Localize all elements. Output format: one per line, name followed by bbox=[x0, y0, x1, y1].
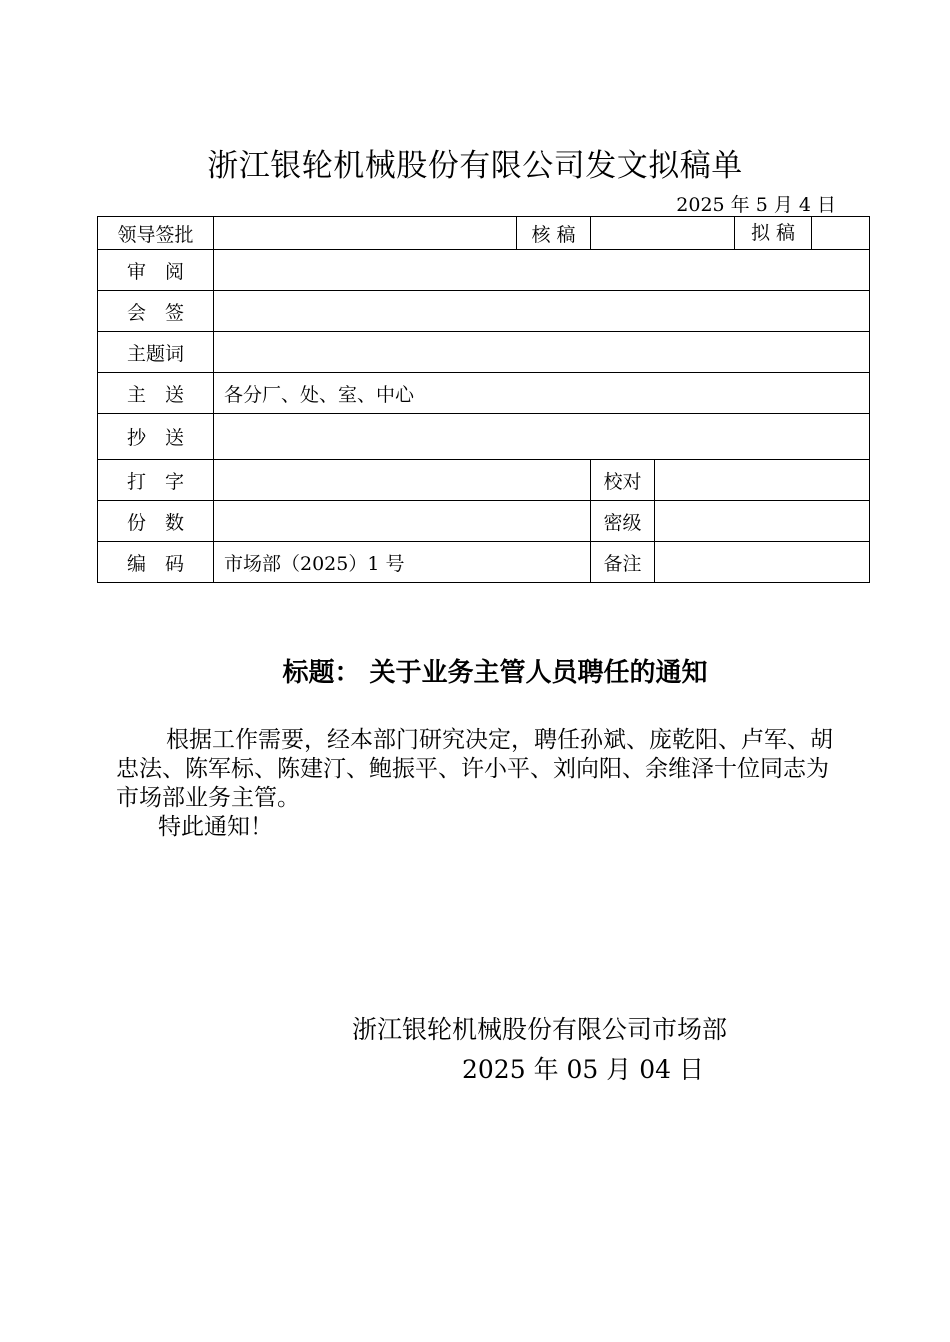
leader-approval-label: 领导签批 bbox=[98, 217, 214, 250]
form-row-keywords bbox=[98, 332, 870, 373]
review-field[interactable] bbox=[214, 250, 870, 291]
cc-label: 抄 送 bbox=[98, 414, 214, 460]
form-row-review bbox=[98, 250, 870, 291]
signature-date: 2025 年 05 月 04 日 bbox=[462, 1055, 704, 1084]
leader-approval-field[interactable] bbox=[214, 217, 517, 250]
notice-subject: 标题： 关于业务主管人员聘任的通知 bbox=[282, 658, 708, 688]
draft-form-table bbox=[97, 216, 870, 583]
draft-label: 拟 稿 bbox=[735, 217, 812, 249]
cc-field[interactable] bbox=[214, 414, 870, 460]
review-label: 审 阅 bbox=[98, 250, 214, 291]
remarks-field[interactable] bbox=[655, 542, 870, 583]
form-row-main-recipient bbox=[98, 373, 870, 414]
form-row-copies bbox=[98, 501, 870, 542]
security-field[interactable] bbox=[655, 501, 870, 542]
main-recipient-field[interactable]: 各分厂、处、室、中心 bbox=[214, 373, 870, 414]
main-recipient-label: 主 送 bbox=[98, 373, 214, 414]
proofread-label: 校对 bbox=[591, 460, 655, 501]
form-row-leader bbox=[98, 217, 870, 250]
keywords-label: 主题词 bbox=[98, 332, 214, 373]
code-field[interactable]: 市场部（2025）1 号 bbox=[214, 542, 591, 583]
notice-paragraph: 根据工作需要，经本部门研究决定，聘任孙斌、庞乾阳、卢军、胡忠法、陈军标、陈建汀、鲍振平、许小平、刘向阳、余维泽十位同志为市场部业务主管。 bbox=[116, 727, 833, 811]
code-label: 编 码 bbox=[98, 542, 214, 583]
form-row-typing bbox=[98, 460, 870, 501]
keywords-field[interactable] bbox=[214, 332, 870, 373]
notice-closing: 特此通知！ bbox=[158, 814, 273, 840]
proofread-field[interactable] bbox=[655, 460, 870, 501]
typing-label: 打 字 bbox=[98, 460, 214, 501]
copies-label: 份 数 bbox=[98, 501, 214, 542]
countersign-label: 会 签 bbox=[98, 291, 214, 332]
form-row-countersign bbox=[98, 291, 870, 332]
form-row-code bbox=[98, 542, 870, 583]
copies-field[interactable] bbox=[214, 501, 591, 542]
signature-organization: 浙江银轮机械股份有限公司市场部 bbox=[352, 1015, 728, 1044]
draft-cell bbox=[735, 217, 870, 250]
countersign-field[interactable] bbox=[214, 291, 870, 332]
verify-label: 核 稿 bbox=[517, 217, 591, 250]
security-label: 密级 bbox=[591, 501, 655, 542]
document-title: 浙江银轮机械股份有限公司发文拟稿单 bbox=[207, 148, 743, 184]
form-row-cc bbox=[98, 414, 870, 460]
notice-body bbox=[116, 726, 840, 842]
document-date: 2025 年 5 月 4 日 bbox=[676, 194, 836, 216]
typing-field[interactable] bbox=[214, 460, 591, 501]
verify-field[interactable] bbox=[591, 217, 735, 250]
remarks-label: 备注 bbox=[591, 542, 655, 583]
